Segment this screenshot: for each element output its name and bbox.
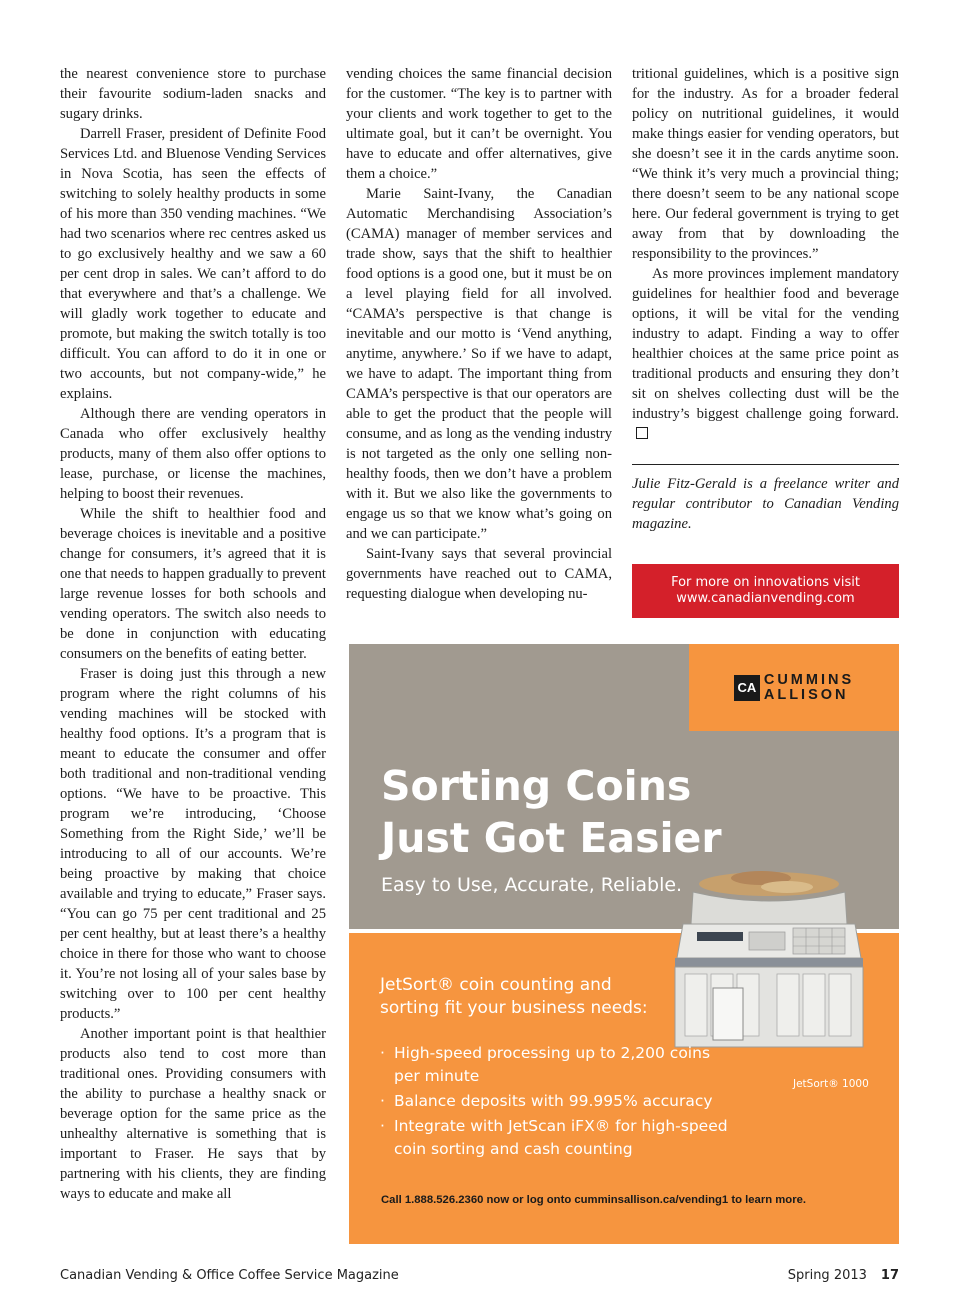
brand-logo — [689, 644, 899, 731]
ad-feature-item: · Balance deposits with 99.995% accuracy — [380, 1090, 730, 1113]
page-number: 17 — [880, 1268, 899, 1283]
paragraph-final — [632, 264, 899, 444]
ad-fit-line-1: JetSort® coin counting and — [380, 975, 612, 995]
ad-fit-line-2: sorting fit your business needs: — [380, 998, 648, 1018]
author-bio-text: Julie Fitz-Gerald is a freelance writer and regular contributor to Canadian Vending magazine. — [632, 476, 899, 532]
paragraph: Darrell Fraser, president of Definite Food Services Ltd. and Bluenose Vending Services in Nova Scotia, has seen the effects of switching to solely healthy products in some of his more than 350 vending machines. “We had two scenarios where rec centres asked us to go exclusively healthy and we saw a 60 per cent drop in sales. We can’t afford to do that everywhere and that’s a challenge. We will gladly work together to educate and promote, but making the switch totally is too difficult. You can afford to do it in one or two accounts, but not company-wide,” he explains. — [60, 126, 326, 402]
logo-mark: CA — [734, 675, 760, 701]
ad-call-to-action[interactable]: Call 1.888.526.2360 now or log onto cumminsallison.ca/vending1 to learn more. — [381, 1194, 807, 1206]
promo-banner[interactable] — [632, 564, 899, 618]
ad-feature-item: · Integrate with JetScan iFX® for high-speed coin sorting and cash counting — [380, 1115, 730, 1161]
ad-headline-line-1: Sorting Coins — [381, 762, 692, 810]
article-column-1 — [60, 64, 326, 1204]
ad-fit-text — [380, 974, 710, 1020]
divider — [632, 464, 899, 465]
issue-info — [788, 1268, 899, 1283]
logo-name-line-2: ALLISON — [763, 686, 849, 703]
article-column-3 — [632, 64, 899, 534]
paragraph: tritional guidelines, which is a positive sign for the industry. As for a broader federal policy on nutritional guidelines, it would make things easier for vending operators, but she doesn’t see it in the cards anytime soon. “We think it’s very much a provincial thing; there doesn’t seem to be any national scope here. Our federal government is trying to get away from that by downloading the responsibility to the provinces.” — [632, 66, 899, 262]
paragraph: Saint-Ivany says that several provincial governments have reached out to CAMA, requesting dialogue when developing nu- — [346, 546, 612, 602]
paragraph: Another important point is that healthier products also tend to cost more than traditional ones. Providing consumers with the ability to purchase a healthy snack or beverage option for the same price as the unhealthy alternative is something that is important to Fraser. He says that by partnering with his clients, they are finding ways to educate and make all — [60, 1026, 326, 1202]
end-of-article-icon — [636, 427, 648, 439]
paragraph: Although there are vending operators in Canada who offer exclusively healthy products, many of them also offer options to lease, purchase, or license the machines, helping to boost their revenues. — [60, 406, 326, 502]
ad-headline-line-2: Just Got Easier — [381, 814, 722, 862]
paragraph: While the shift to healthier food and beverage choices is inevitable and a positive change for consumers, it’s agreed that it is one that needs to happen gradually to prevent large revenue losses for both schools and vending operators. The switch also needs to be done in conjunction with educating consumers on the benefits of eating better. — [60, 506, 326, 662]
advertisement[interactable] — [349, 644, 899, 1244]
coin-sorter-image — [669, 862, 869, 1054]
product-label: JetSort® 1000 — [793, 1078, 869, 1090]
paragraph: vending choices the same financial decision for the customer. “The key is to partner with your clients and work together to get to the ultimate goal, but it can’t be overnight. You have to educate and offer alternatives, give them a choice.” — [346, 66, 612, 182]
publication-name: Canadian Vending & Office Coffee Service Magazine — [60, 1268, 399, 1283]
ad-subheadline: Easy to Use, Accurate, Reliable. — [381, 874, 683, 896]
promo-url[interactable]: www.canadianvending.com — [676, 591, 855, 606]
paragraph-text: As more provinces implement mandatory guidelines for healthier food and beverage options, it will be vital for the vending industry to adapt. Finding a way to offer healthier choices at the same price point as traditional products and ensuring they don’t sit on shelves collecting dust will be the industry’s biggest challenge going forward. — [632, 266, 899, 422]
author-bio — [632, 474, 899, 534]
issue-date: Spring 2013 — [787, 1268, 867, 1283]
paragraph: the nearest convenience store to purchase their favourite sodium-laden snacks and sugary drinks. — [60, 66, 326, 122]
ad-feature-list — [380, 1042, 730, 1163]
ad-feature-item: · High-speed processing up to 2,200 coins per minute — [380, 1042, 730, 1088]
paragraph: Marie Saint-Ivany, the Canadian Automatic Merchandising Association’s (CAMA) manager of member services and trade show, says that the shift to healthier food options is a good one, but it must be on a level playing field for all involved. “CAMA’s perspective is that change is inevitable and our motto is ‘Vend anything, anytime, anywhere.’ So if we have to adapt, we have to adapt. The important thing from CAMA’s perspective is that our operators are able to get the product that the people will consume, and as long as the vending industry is not targeted as the only one selling non-healthy foods, then we don’t have a problem with it. But we also like the governments to engage us so that we know what’s going on and we can participate.” — [346, 186, 612, 542]
ad-headline — [381, 760, 811, 864]
article-column-2 — [346, 64, 612, 604]
paragraph: Fraser is doing just this through a new program where the right columns of his vending machines will be stocked with healthy food options. It’s a program that is meant to educate the consumer and offer both traditional and non-traditional vending options. “We have to be proactive. This program we’re introducing, ‘Choose Something from the Right Side,’ we’ll be introducing to all of our accounts. We’re being proactive by making that choice available and trying to educate,” Fraser says. “You can go 75 per cent traditional and 25 per cent healthy, but at least there’s a healthy choice in there for those who want to choose it. You’re not losing all of your sales base by switching over to 100 per cent healthy products.” — [60, 666, 326, 1022]
promo-text: For more on innovations visit — [671, 575, 860, 590]
logo-name-line-1: CUMMINS — [763, 671, 855, 688]
